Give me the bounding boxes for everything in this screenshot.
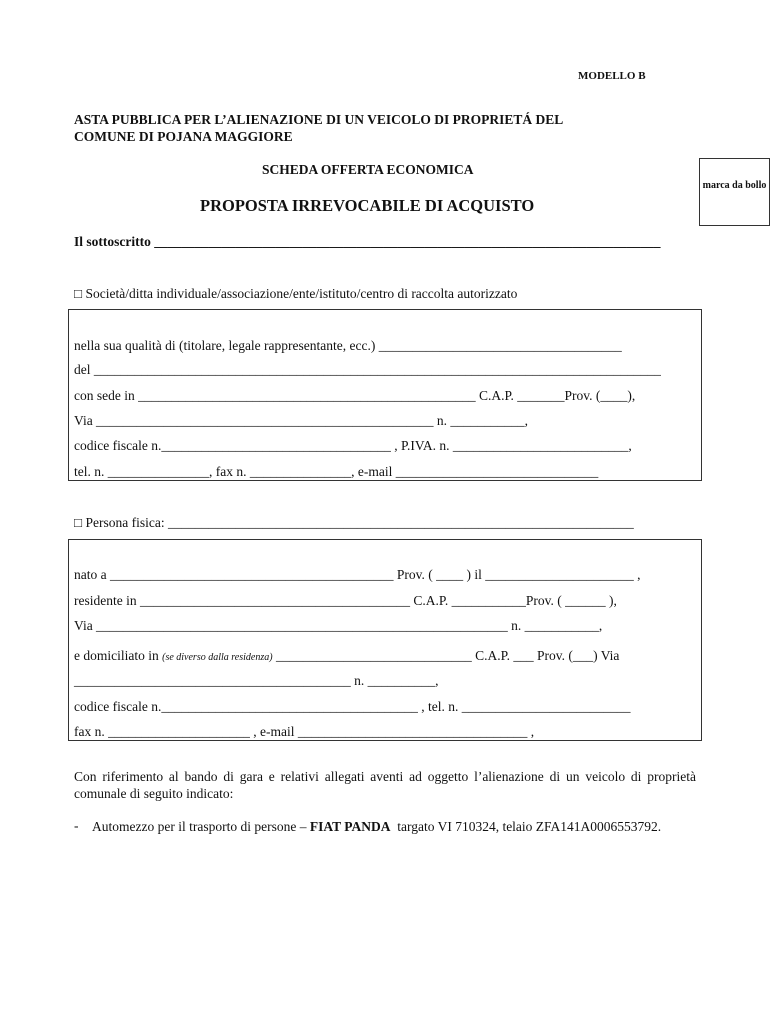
stamp-box: [699, 158, 770, 226]
company-option: □ Società/ditta individuale/associazione/ente/istituto/centro di raccolta autorizzato: [74, 286, 518, 301]
sottoscritto-line: Il sottoscritto ___________________________________________________________________________: [74, 234, 661, 249]
vehicle-bullet: -: [74, 818, 79, 833]
domicile-suffix: _____________________________ C.A.P. ___ Prov. (___) Via: [272, 648, 620, 663]
company-line: del ____________________________________________________________________________________: [74, 362, 661, 377]
domicile-prefix: e domiciliato in: [74, 648, 163, 663]
domicile-note: (se diverso dalla residenza): [162, 652, 273, 663]
company-line: nella sua qualità di (titolare, legale rappresentante, ecc.) ____________________________________: [74, 338, 622, 353]
proposta-heading: PROPOSTA IRREVOCABILE DI ACQUISTO: [200, 196, 535, 215]
document-title-line2: COMUNE DI POJANA MAGGIORE: [74, 129, 293, 144]
document-title-line1: ASTA PUBBLICA PER L’ALIENAZIONE DI UN VEICOLO DI PROPRIETÁ DEL: [74, 112, 564, 127]
company-line: con sede in __________________________________________________ C.A.P. _______Prov. (____),: [74, 388, 636, 403]
vehicle-suffix: targato VI 710324, telaio ZFA141A0006553792.: [390, 819, 662, 834]
stamp-label: marca da bollo: [702, 180, 767, 191]
vehicle-name: FIAT PANDA: [309, 819, 391, 834]
person-line: residente in ________________________________________ C.A.P. ___________Prov. ( ______ ),: [74, 593, 617, 608]
vehicle-prefix: Automezzo per il trasporto di persone –: [92, 819, 310, 834]
vehicle-description: [92, 818, 696, 836]
person-option: □ Persona fisica: _____________________________________________________________________: [74, 515, 634, 530]
company-line: codice fiscale n.__________________________________ , P.IVA. n. __________________________,: [74, 438, 632, 453]
company-line: Via __________________________________________________ n. ___________,: [74, 413, 529, 428]
person-domicile-line: [74, 648, 619, 664]
model-label: MODELLO B: [578, 70, 646, 82]
scheda-heading: SCHEDA OFFERTA ECONOMICA: [262, 162, 474, 177]
person-line: codice fiscale n.______________________________________ , tel. n. _________________________: [74, 699, 631, 714]
person-line: Via _____________________________________________________________ n. ___________,: [74, 618, 603, 633]
company-line: tel. n. _______________, fax n. _______________, e-mail ______________________________: [74, 464, 599, 479]
person-line: fax n. _____________________ , e-mail __________________________________ ,: [74, 724, 535, 739]
reference-paragraph: Con riferimento al bando di gara e relativi allegati aventi ad oggetto l’alienazione di un veicolo di proprietà comunale di seguito indicato:: [74, 769, 696, 801]
person-line: nato a __________________________________________ Prov. ( ____ ) il ______________________ ,: [74, 567, 641, 582]
person-line: _________________________________________ n. __________,: [74, 673, 439, 688]
